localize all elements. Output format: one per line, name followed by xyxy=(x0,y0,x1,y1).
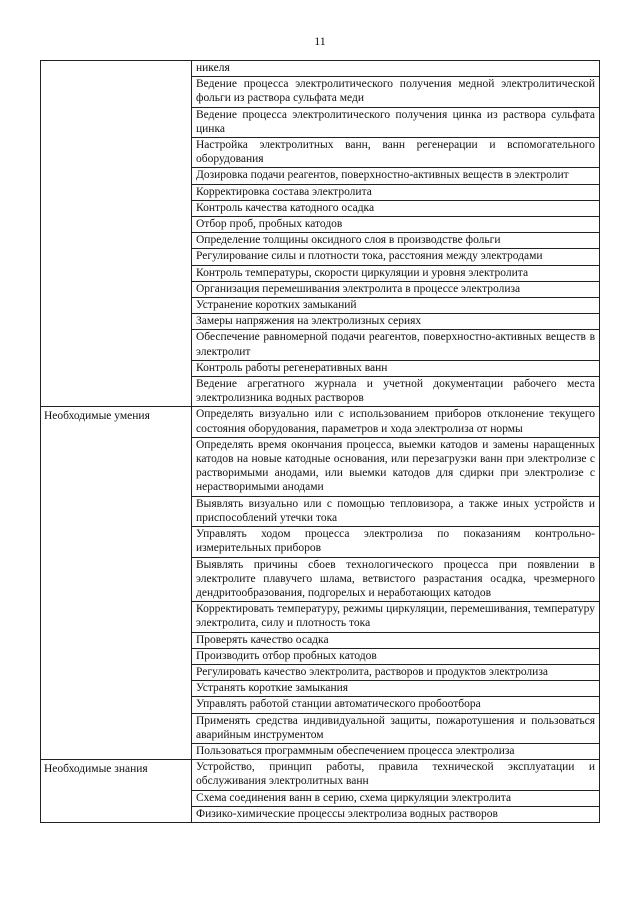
requirement-item: Корректировка состава электролита xyxy=(192,184,599,200)
requirement-item: Определять визуально или с использованием приборов отклонение текущего состояния оборудования, параметров и хода электролиза от нормы xyxy=(196,408,595,435)
requirement-item: Организация перемешивания электролита в процессе электролиза xyxy=(192,281,599,297)
section-items xyxy=(192,760,600,823)
requirement-item: Дозировка подачи реагентов, поверхностно-активных веществ в электролит xyxy=(192,167,599,183)
requirements-table xyxy=(40,60,600,823)
requirement-item: Контроль температуры, скорости циркуляции и уровня электролита xyxy=(192,265,599,281)
requirement-item: Управлять работой станции автоматического пробоотбора xyxy=(192,696,599,712)
requirement-item: Ведение процесса электролитического получения медной электролитической фольги из раствора сульфата меди xyxy=(192,76,599,106)
section-label: Необходимые умения xyxy=(41,407,192,760)
requirement-item: Корректировать температуру, режимы циркуляции, перемешивания, температуру электролита, силу и плотность тока xyxy=(192,601,599,631)
requirement-item: Регулирование силы и плотности тока, расстояния между электродами xyxy=(192,248,599,264)
section-label xyxy=(41,61,192,407)
requirement-item: Проверять качество осадка xyxy=(192,632,599,648)
requirement-item: никеля xyxy=(196,62,230,74)
requirement-item: Регулировать качество электролита, растворов и продуктов электролиза xyxy=(192,664,599,680)
requirement-item: Устранение коротких замыканий xyxy=(192,297,599,313)
requirement-item: Ведение процесса электролитического получения цинка из раствора сульфата цинка xyxy=(192,107,599,137)
section-label: Необходимые знания xyxy=(41,760,192,823)
requirement-item: Отбор проб, пробных катодов xyxy=(192,216,599,232)
requirement-item: Выявлять причины сбоев технологического процесса при появлении в электролите плавучего шлама, ветвистого разрастания осадка, чрезмерного дендритообразования, подгорелых и неработающих катодов xyxy=(192,557,599,602)
requirement-item: Контроль качества катодного осадка xyxy=(192,200,599,216)
requirement-item: Схема соединения ванн в серию, схема циркуляции электролита xyxy=(192,790,599,806)
requirement-item: Устранять короткие замыкания xyxy=(192,680,599,696)
requirement-item: Обеспечение равномерной подачи реагентов, поверхностно-активных веществ в электролит xyxy=(192,329,599,359)
requirement-item: Применять средства индивидуальной защиты, пожаротушения и пользоваться аварийным инструментом xyxy=(192,713,599,743)
section-items xyxy=(192,407,600,760)
requirement-item: Производить отбор пробных катодов xyxy=(192,648,599,664)
requirement-item: Выявлять визуально или с помощью тепловизора, а также иных устройств и приспособлений утечки тока xyxy=(192,496,599,526)
requirement-item: Ведение агрегатного журнала и учетной документации рабочего места электролизника водных растворов xyxy=(192,376,599,406)
requirement-item: Контроль работы регенеративных ванн xyxy=(192,360,599,376)
section-row xyxy=(41,407,600,760)
requirement-item: Определение толщины оксидного слоя в производстве фольги xyxy=(192,232,599,248)
section-items xyxy=(192,61,600,407)
requirement-item: Физико-химические процессы электролиза водных растворов xyxy=(192,806,599,822)
requirement-item: Устройство, принцип работы, правила технической эксплуатации и обслуживания электролитных ванн xyxy=(196,761,595,788)
page-number: 11 xyxy=(314,34,326,48)
section-row xyxy=(41,760,600,823)
section-row xyxy=(41,61,600,407)
requirement-item: Определять время окончания процесса, выемки катодов и замены наращенных катодов на новые катодные основания, или перезагрузки ванн при электролизе с растворимыми анодами, или выемки катодов для сдирки при электролизе с нерастворимыми анодами xyxy=(192,437,599,496)
requirement-item: Замеры напряжения на электролизных сериях xyxy=(192,313,599,329)
requirement-item: Пользоваться программным обеспечением процесса электролиза xyxy=(192,743,599,759)
requirement-item: Управлять ходом процесса электролиза по показаниям контрольно-измерительных приборов xyxy=(192,526,599,556)
requirement-item: Настройка электролитных ванн, ванн регенерации и вспомогательного оборудования xyxy=(192,137,599,167)
